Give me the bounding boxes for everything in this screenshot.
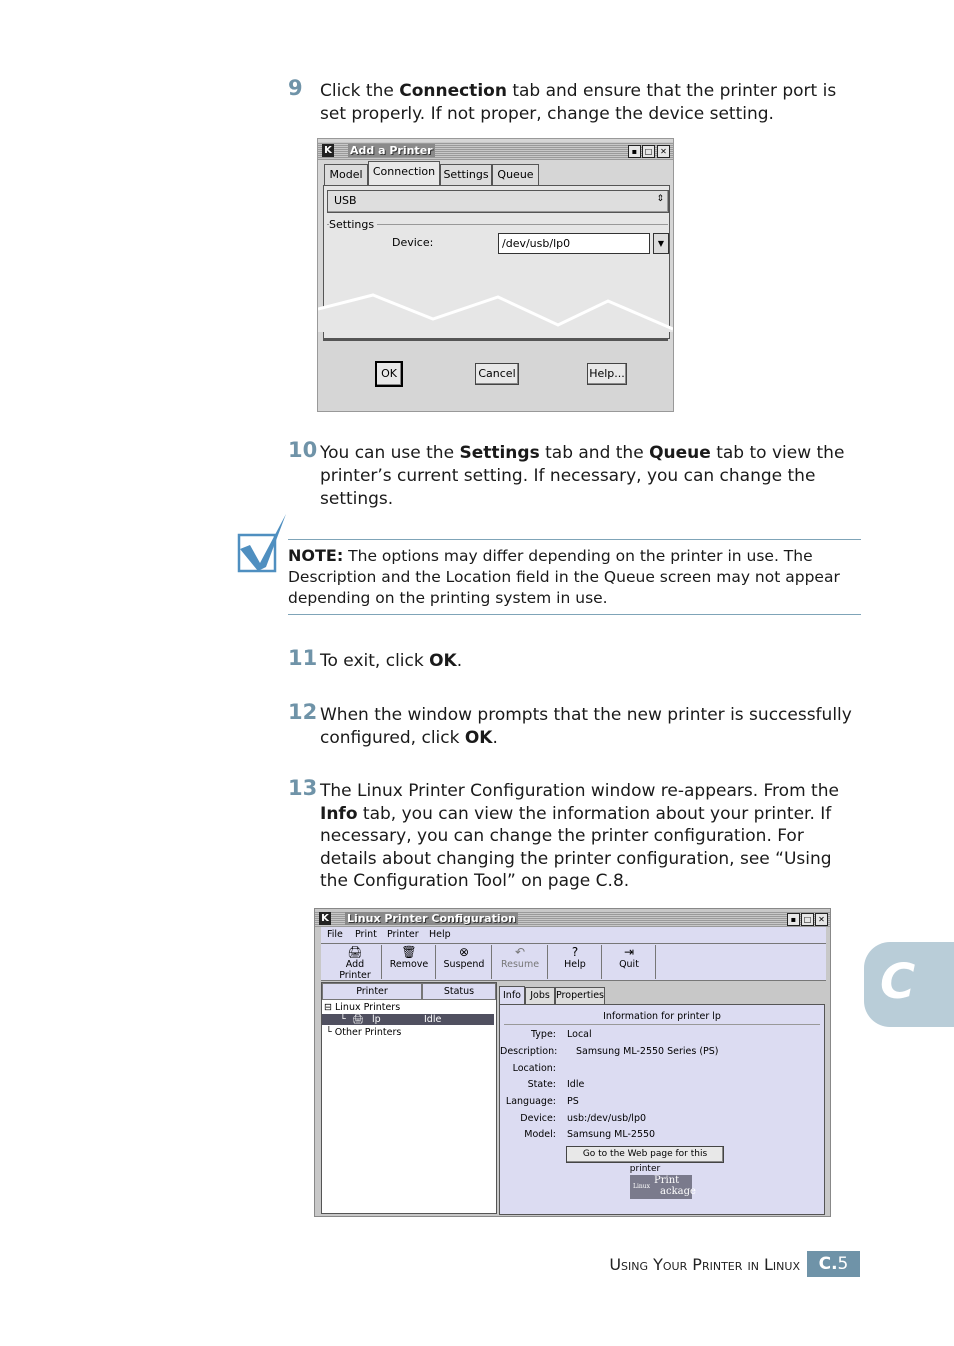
exit-icon: ⇥	[623, 945, 635, 959]
maximize-icon[interactable]: □	[801, 913, 814, 926]
window-title: Linux Printer Configuration	[347, 912, 517, 925]
window-title: Add a Printer	[350, 144, 433, 157]
language-value: PS	[567, 1096, 579, 1107]
step-13	[288, 776, 863, 893]
minimize-icon[interactable]: ▪	[628, 145, 641, 158]
tab-settings[interactable]: Settings	[440, 164, 492, 185]
device-input[interactable]	[498, 233, 650, 254]
resume-icon: ↶	[514, 945, 526, 959]
device-dropdown-button[interactable]: ▼	[653, 233, 669, 254]
tab-model[interactable]: Model	[324, 164, 368, 185]
step-12	[288, 700, 863, 750]
note-rule-bottom	[288, 614, 861, 615]
port-select[interactable]	[327, 190, 669, 213]
step-9	[288, 76, 863, 126]
page-prefix: C.	[818, 1254, 838, 1274]
footer-title: Using Your Printer in Linux	[609, 1255, 800, 1274]
resume-button[interactable]: ↶ Resume	[493, 945, 548, 979]
tree-connector: └	[340, 1014, 346, 1025]
list-header-status[interactable]: Status	[422, 983, 496, 1000]
printer-icon: 🖨	[352, 1014, 365, 1025]
add-printer-screenshot	[317, 138, 674, 412]
button-area	[323, 339, 668, 405]
step-text: You can use the Settings tab and the Queue tab to view the printer’s current setting. If necessary, you can change the settings.	[320, 443, 845, 509]
model-value: Samsung ML-2550	[567, 1129, 656, 1140]
tree-root[interactable]: ⊟ Linux Printers	[324, 1002, 401, 1013]
maximize-icon[interactable]: □	[642, 145, 655, 158]
tree-item-lp[interactable]: └ 🖨 lp Idle	[322, 1014, 494, 1025]
language-label: Language:	[505, 1096, 556, 1107]
quit-button[interactable]: ⇥ Quit	[603, 945, 656, 979]
location-label: Location:	[512, 1063, 556, 1074]
minimize-icon[interactable]: ▪	[787, 913, 800, 926]
tab-properties[interactable]: Properties	[555, 987, 605, 1004]
page-num: 5	[837, 1254, 849, 1274]
note-label: NOTE:	[288, 546, 344, 565]
step-number: 9	[288, 76, 303, 100]
tree-other-printers[interactable]: └ Other Printers	[326, 1027, 402, 1038]
ok-button[interactable]: OK	[375, 361, 403, 387]
step-10	[288, 438, 863, 511]
step-number: 12	[288, 700, 318, 724]
step-11	[288, 646, 863, 673]
help-icon: ?	[571, 945, 579, 959]
close-icon[interactable]: ✕	[657, 145, 670, 158]
step-text: The Linux Printer Configuration window re-appears. From the Info tab, you can view the information about your printer. If necessary, you can change the printer configuration. For details about changing the printer configuration, see “Using the Configuration Tool” on page C.8.	[320, 781, 839, 891]
help-button[interactable]: Help...	[587, 363, 627, 385]
port-value: USB	[334, 194, 357, 207]
info-panel	[499, 1004, 825, 1215]
step-number: 10	[288, 438, 318, 462]
device-value: /dev/usb/lp0	[502, 237, 571, 250]
menu-printer[interactable]: Printer	[387, 929, 419, 940]
type-value: Local	[567, 1029, 592, 1040]
description-value: Samsung ML-2550 Series (PS)	[576, 1046, 719, 1057]
menu-bar	[321, 927, 826, 944]
state-label: State:	[527, 1079, 556, 1090]
device-value: usb:/dev/usb/lp0	[567, 1113, 647, 1124]
chapter-tab	[864, 942, 954, 1027]
info-header-rule	[504, 1024, 820, 1025]
close-icon[interactable]: ✕	[815, 913, 828, 926]
suspend-button[interactable]: ⊗ Suspend	[437, 945, 492, 979]
menu-print[interactable]: Print	[355, 929, 377, 940]
step-number: 11	[288, 646, 318, 670]
remove-button[interactable]: 🗑 Remove	[383, 945, 436, 979]
note	[288, 545, 863, 609]
device-label: Device:	[392, 236, 434, 249]
settings-group-label: Settings	[329, 218, 377, 231]
title-bar	[315, 911, 830, 927]
state-value: Idle	[567, 1079, 585, 1090]
info-header: Information for printer lp	[603, 1011, 721, 1022]
tab-queue[interactable]: Queue	[492, 164, 539, 185]
type-label: Type:	[530, 1029, 556, 1040]
stop-icon: ⊗	[458, 945, 470, 959]
help-button[interactable]: ? Help	[549, 945, 602, 979]
tab-connection[interactable]: Connection	[368, 161, 440, 185]
page-number-box	[807, 1251, 860, 1277]
trash-icon: 🗑	[401, 945, 417, 959]
kde-icon: K	[319, 912, 331, 925]
kde-icon: K	[322, 144, 334, 157]
device-label: Device:	[520, 1113, 556, 1124]
cut-wave-decoration	[318, 287, 673, 332]
tab-info[interactable]: Info	[499, 986, 525, 1004]
step-text: Click the Connection tab and ensure that the printer port is set properly. If not proper, change the device setting.	[320, 81, 837, 124]
add-printer-button[interactable]: 🖨 Add Printer	[329, 945, 382, 979]
printer-add-icon: 🖨	[347, 945, 363, 959]
printer-list	[321, 982, 497, 1214]
menu-help[interactable]: Help	[429, 929, 451, 940]
checkmark-icon	[236, 511, 288, 575]
step-number: 13	[288, 776, 318, 800]
toolbar	[321, 944, 826, 981]
chapter-letter: C	[880, 954, 916, 1010]
model-label: Model:	[524, 1129, 556, 1140]
info-tabs	[499, 986, 829, 1004]
list-header-printer[interactable]: Printer	[322, 983, 422, 1000]
title-bar	[318, 142, 673, 160]
printer-config-screenshot	[314, 908, 831, 1217]
tab-jobs[interactable]: Jobs	[525, 987, 555, 1004]
tab-bar	[324, 164, 664, 186]
menu-file[interactable]: File	[327, 929, 343, 940]
updown-icon: ⇕	[656, 194, 664, 204]
print-package-logo: Linux Print ackage	[630, 1175, 692, 1199]
cancel-button[interactable]: Cancel	[475, 363, 519, 385]
note-rule-top	[288, 539, 861, 540]
web-page-button[interactable]: Go to the Web page for this printer	[566, 1146, 724, 1163]
step-text: To exit, click OK.	[320, 651, 463, 671]
step-text: When the window prompts that the new printer is successfully configured, click OK.	[320, 705, 852, 748]
description-label: Description:	[500, 1046, 558, 1057]
note-text: The options may differ depending on the printer in use. The Description and the Location field in the Queue screen may not appear depending on the printing system in use.	[288, 547, 840, 607]
